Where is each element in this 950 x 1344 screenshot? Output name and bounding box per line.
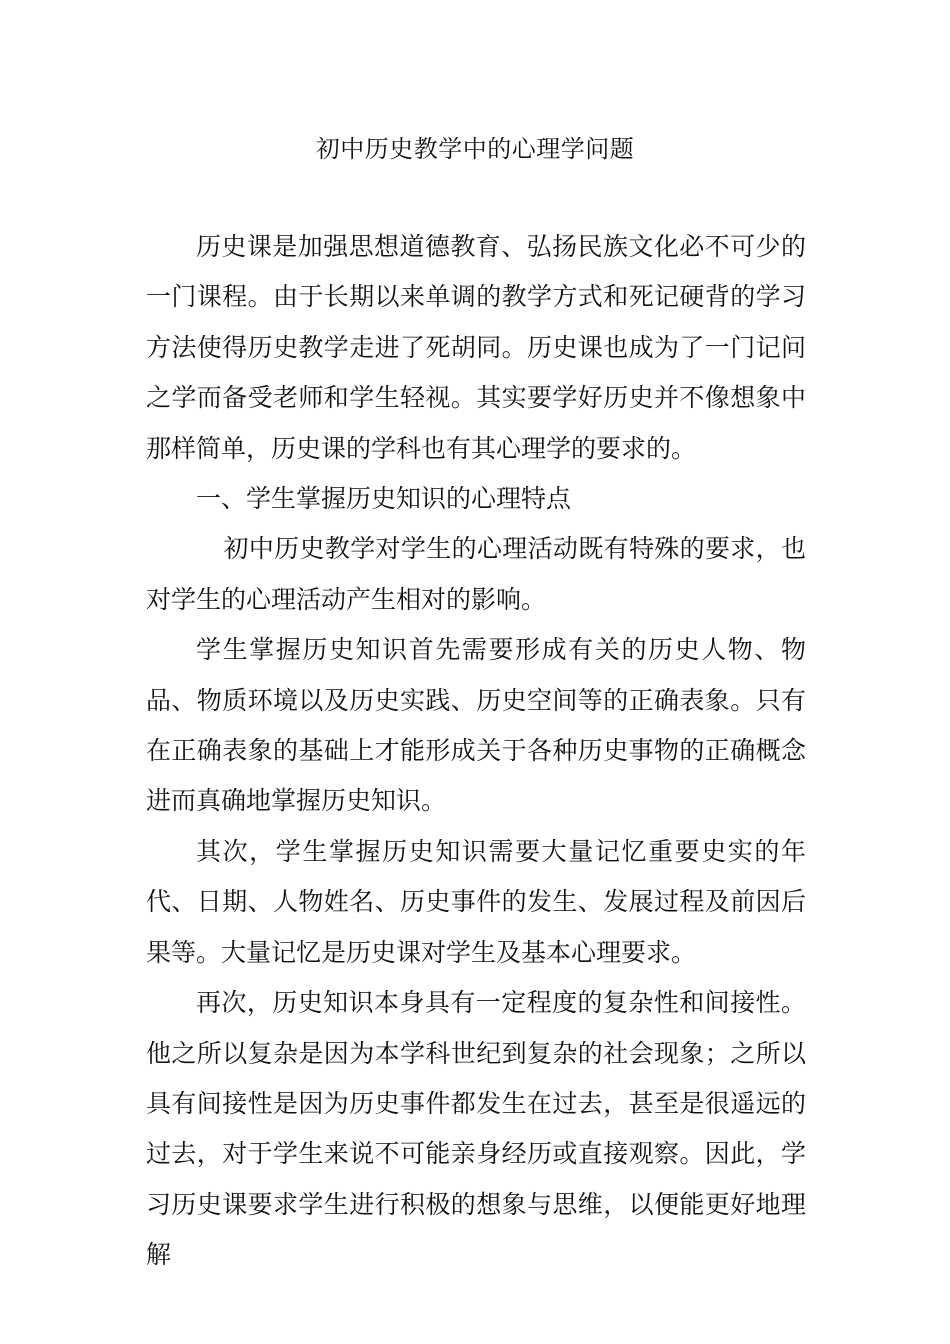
paragraph-requirements: 初中历史教学对学生的心理活动既有特殊的要求，也对学生的心理活动产生相对的影响。: [146, 534, 806, 614]
document-title: 初中历史教学中的心理学问题: [315, 135, 635, 163]
document-body: [146, 222, 806, 1281]
paragraph-intro: 历史课是加强思想道德教育、弘扬民族文化必不可少的一门课程。由于长期以来单调的教学方式和死记硬背的学习方法使得历史教学走进了死胡同。历史课也成为了一门记问之学而备受老师和学生轻视。其实要学好历史并不像想象中那样简单，历史课的学科也有其心理学的要求的。: [146, 232, 806, 463]
paragraph-second: 其次，学生掌握历史知识需要大量记忆重要史实的年代、日期、人物姓名、历史事件的发生、发展过程及前因后果等。大量记忆是历史课对学生及基本心理要求。: [146, 836, 806, 967]
section-heading: 一、学生掌握历史知识的心理特点: [196, 484, 572, 514]
paragraph-first: 学生掌握历史知识首先需要形成有关的历史人物、物品、物质环境以及历史实践、历史空间等的正确表象。只有在正确表象的基础上才能形成关于各种历史事物的正确概念进而真确地掌握历史知识。: [146, 635, 806, 816]
paragraph-third: 再次，历史知识本身具有一定程度的复杂性和间接性。他之所以复杂是因为本学科世纪到复杂的社会现象；之所以具有间接性是因为历史事件都发生在过去，甚至是很遥远的过去，对于学生来说不可能亲身经历或直接观察。因此，学习历史课要求学生进行积极的想象与思维，以便能更好地理解: [146, 988, 806, 1270]
